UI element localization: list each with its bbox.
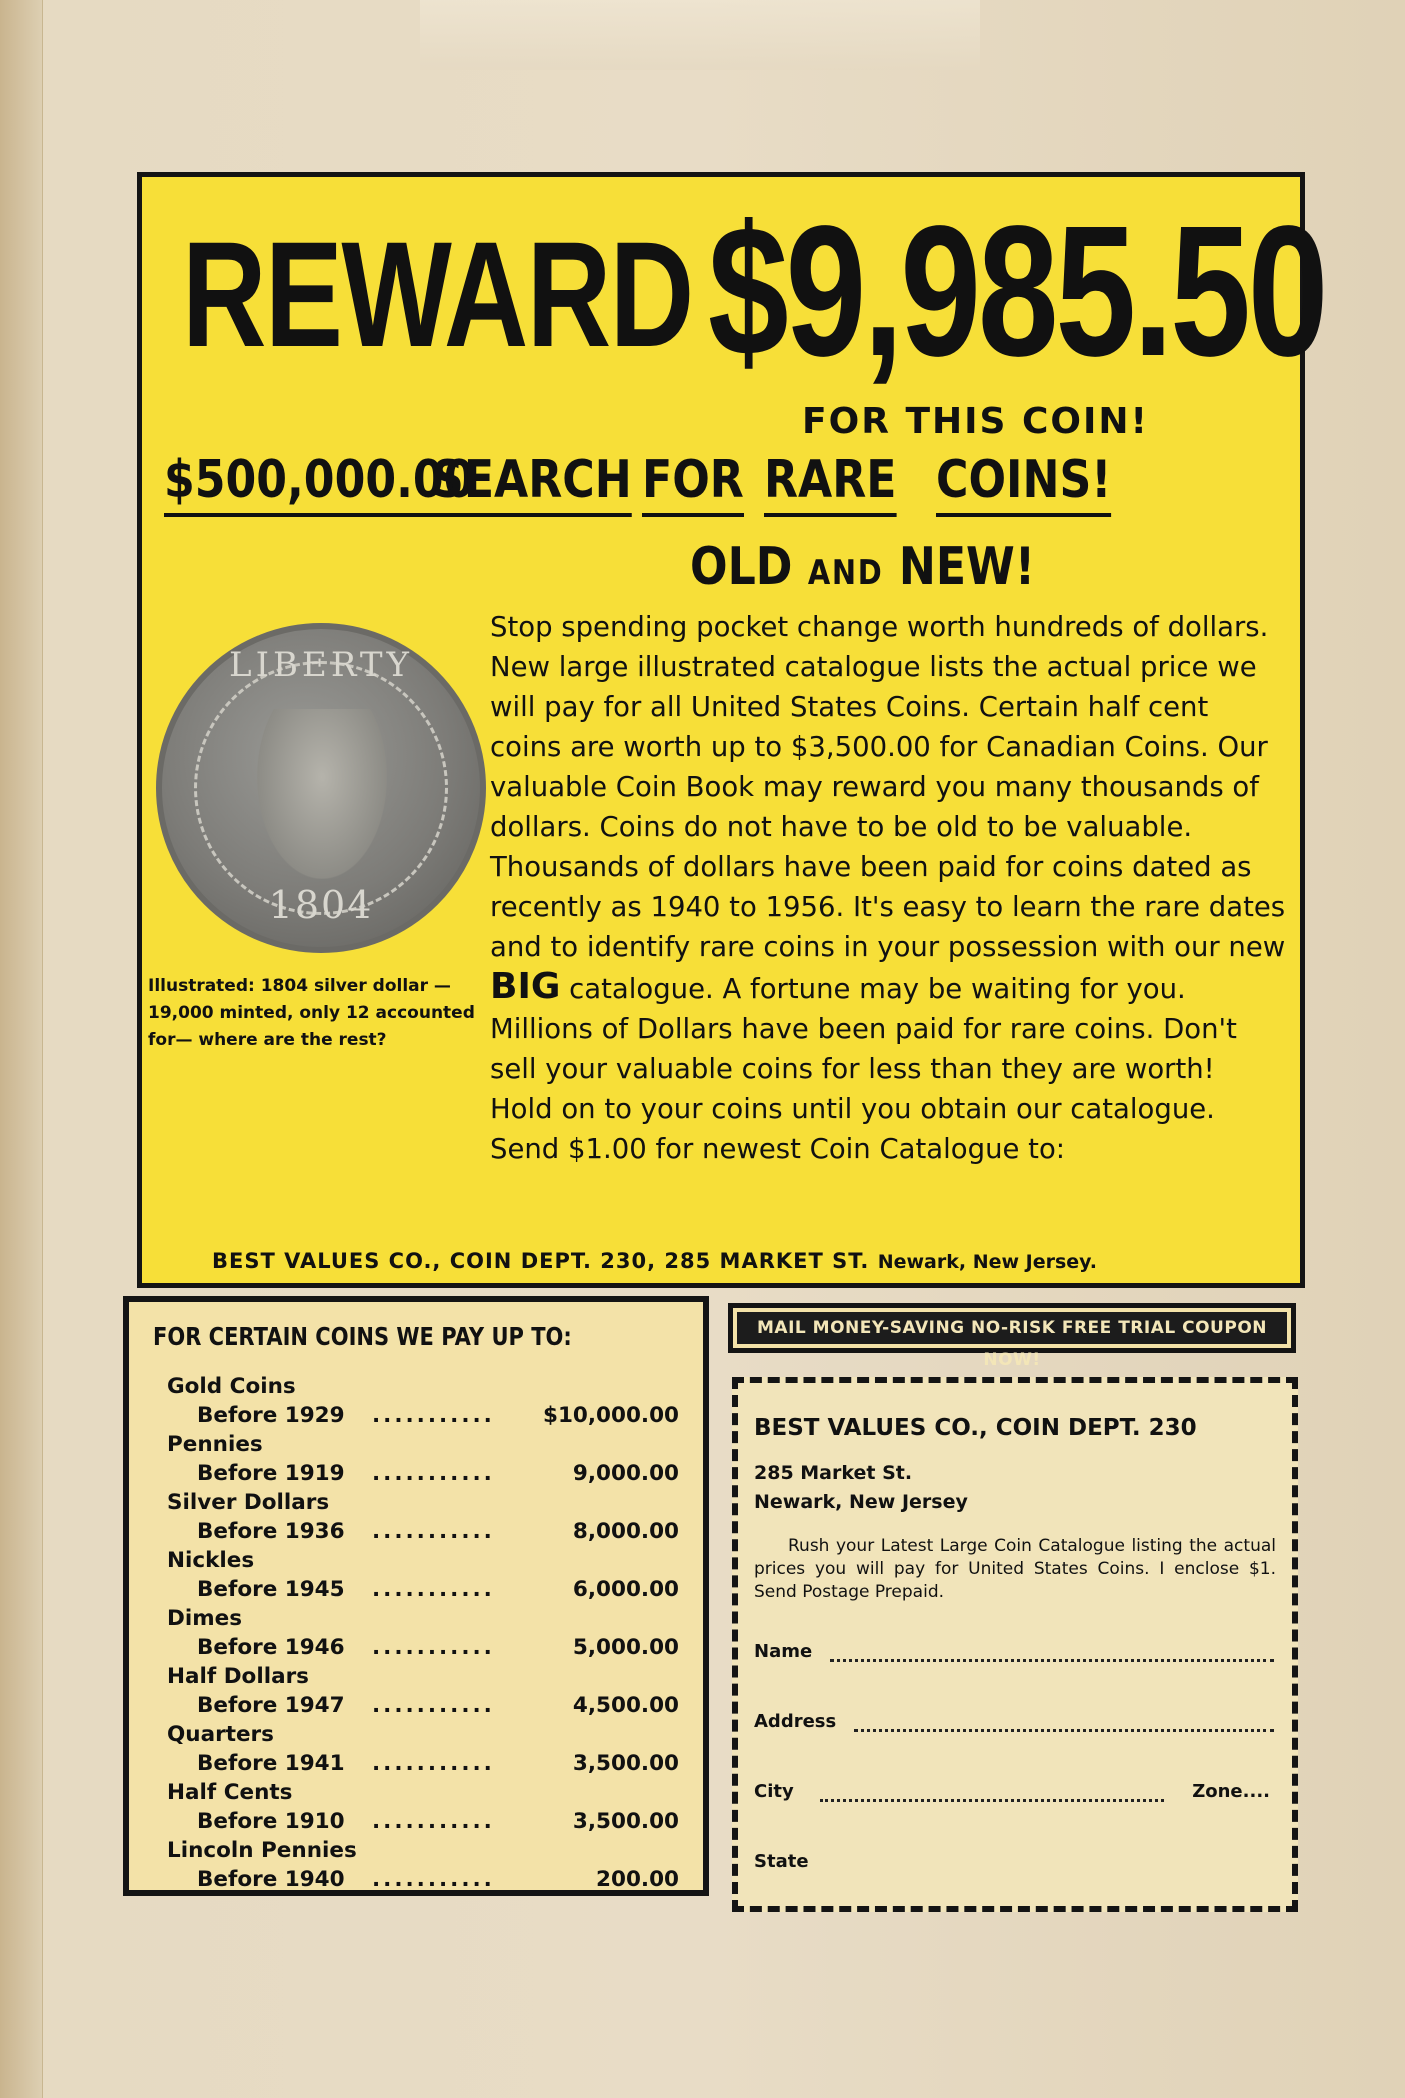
price-value: 3,500.00 (572, 1809, 679, 1834)
new-word: NEW! (898, 537, 1035, 597)
leader-dots: ........... (372, 1635, 495, 1660)
coupon-city: Newark, New Jersey (754, 1491, 968, 1513)
old-word: OLD (690, 537, 793, 597)
price-category: Silver Dollars (167, 1490, 330, 1515)
price-before: Before 1929 (197, 1403, 345, 1428)
search-word: $500,000.00 (164, 447, 474, 517)
name-line[interactable] (830, 1659, 1274, 1662)
price-category: Dimes (167, 1606, 242, 1631)
price-row (167, 1517, 697, 1546)
old-and-new (690, 537, 1035, 597)
price-value: 5,000.00 (572, 1635, 679, 1660)
price-row (167, 1401, 697, 1430)
coupon-banner (728, 1303, 1296, 1370)
price-before: Before 1947 (197, 1693, 345, 1718)
city-line[interactable] (820, 1799, 1164, 1802)
price-before: Before 1936 (197, 1519, 345, 1544)
leader-dots: ........... (372, 1809, 495, 1834)
liberty-bust-icon (257, 709, 387, 879)
leader-dots: ........... (372, 1577, 495, 1602)
price-heading: FOR CERTAIN COINS WE PAY UP TO: (153, 1322, 572, 1351)
price-value: 200.00 (596, 1867, 679, 1892)
for-this-coin: FOR THIS COIN! (802, 401, 1149, 442)
price-before: Before 1946 (197, 1635, 345, 1660)
silver-dollar-coin-icon (156, 623, 486, 953)
city-label: City (754, 1781, 794, 1802)
price-category: Pennies (167, 1432, 263, 1457)
body-text-1: Stop spending pocket change worth hundreds of dollars. New large illustrated catalogue lists the actual price we will pay for all United States Coins. Certain half cent coins are worth up to $3,500.00 for Canadian Coins. Our valuable Coin Book may reward you many thousands of dollars. Coins do not have to be old to be valuable. Thousands of dollars have been paid for coins dated as recently as 1940 to 1956. It's easy to learn the rare dates and to identify rare coins in your possession with our new (490, 611, 1286, 963)
reward-amount: $9,985.50 (708, 188, 1326, 395)
leader-dots: ........... (372, 1519, 495, 1544)
price-category: Half Cents (167, 1780, 293, 1805)
ad-address (212, 1249, 1097, 1273)
price-row (167, 1749, 697, 1778)
price-row (167, 1633, 697, 1662)
price-row (167, 1459, 697, 1488)
coin-year: 1804 (268, 883, 374, 927)
body-text-2: catalogue. A fortune may be waiting for you. Millions of Dollars have been paid for rare coins. Don't sell your valuable coins for less than they are worth! Hold on to your coins until you obtain our catalogue. Send $1.00 for newest Coin Catalogue to: (490, 973, 1237, 1165)
search-word: COINS! (936, 447, 1111, 517)
price-row (167, 1807, 697, 1836)
state-field[interactable] (754, 1851, 1274, 1885)
price-before: Before 1945 (197, 1577, 345, 1602)
state-label: State (754, 1851, 809, 1872)
price-category: Nickles (167, 1548, 255, 1573)
name-label: Name (754, 1641, 813, 1662)
body-big-word: BIG (490, 966, 561, 1007)
coin-caption: Illustrated: 1804 silver dollar — 19,000 minted, only 12 accounted for— where are the rest? (148, 976, 475, 1050)
price-before: Before 1941 (197, 1751, 345, 1776)
price-before: Before 1919 (197, 1461, 345, 1486)
price-category: Lincoln Pennies (167, 1838, 357, 1863)
leader-dots: ........... (372, 1867, 495, 1892)
coupon-note: Rush your Latest Large Coin Catalogue listing the actual prices you will pay for United States Coins. I enclose $1. Send Postage Prepaid. (754, 1536, 1276, 1602)
price-category: Gold Coins (167, 1374, 296, 1399)
name-field[interactable] (754, 1641, 1274, 1675)
coupon-company: BEST VALUES CO., COIN DEPT. 230 (754, 1415, 1197, 1441)
address-label: Address (754, 1711, 837, 1732)
zone-label: Zone.... (1192, 1781, 1270, 1802)
reward-ad (137, 172, 1326, 1288)
price-row (167, 1691, 697, 1720)
search-headline (164, 447, 1284, 517)
address-main: BEST VALUES CO., COIN DEPT. 230, 285 MARKET ST. (212, 1249, 870, 1273)
address-tail: Newark, New Jersey. (877, 1251, 1098, 1273)
coin-legend: LIBERTY (229, 645, 413, 685)
price-value: 4,500.00 (572, 1693, 679, 1718)
price-value: $10,000.00 (542, 1403, 679, 1428)
price-list (167, 1372, 697, 1894)
coupon-banner-text: MAIL MONEY-SAVING NO-RISK FREE TRIAL COUPON NOW! (737, 1312, 1287, 1344)
price-before: Before 1940 (197, 1867, 345, 1892)
price-value: 9,000.00 (572, 1461, 679, 1486)
leader-dots: ........... (372, 1403, 495, 1428)
address-line[interactable] (854, 1729, 1274, 1732)
reward-word: REWARD (182, 210, 693, 378)
paper-wear (420, 0, 980, 70)
spine (0, 0, 43, 2098)
mail-coupon (732, 1377, 1298, 1912)
price-value: 8,000.00 (572, 1519, 679, 1544)
coupon-street: 285 Market St. (754, 1462, 913, 1484)
leader-dots: ........... (372, 1751, 495, 1776)
leader-dots: ........... (372, 1461, 495, 1486)
coupon-address (754, 1459, 968, 1517)
leader-dots: ........... (372, 1693, 495, 1718)
and-word: AND (807, 553, 884, 593)
price-before: Before 1910 (197, 1809, 345, 1834)
price-value: 3,500.00 (572, 1751, 679, 1776)
address-field[interactable] (754, 1711, 1274, 1745)
price-value: 6,000.00 (572, 1577, 679, 1602)
price-row (167, 1865, 697, 1894)
search-word: RARE (764, 447, 896, 517)
price-category: Half Dollars (167, 1664, 309, 1689)
search-word: FOR (642, 447, 744, 517)
search-word: SEARCH (432, 447, 632, 517)
headline (142, 177, 1326, 442)
city-field[interactable] (754, 1781, 1274, 1815)
price-list-box (123, 1296, 709, 1896)
price-row (167, 1575, 697, 1604)
price-category: Quarters (167, 1722, 274, 1747)
